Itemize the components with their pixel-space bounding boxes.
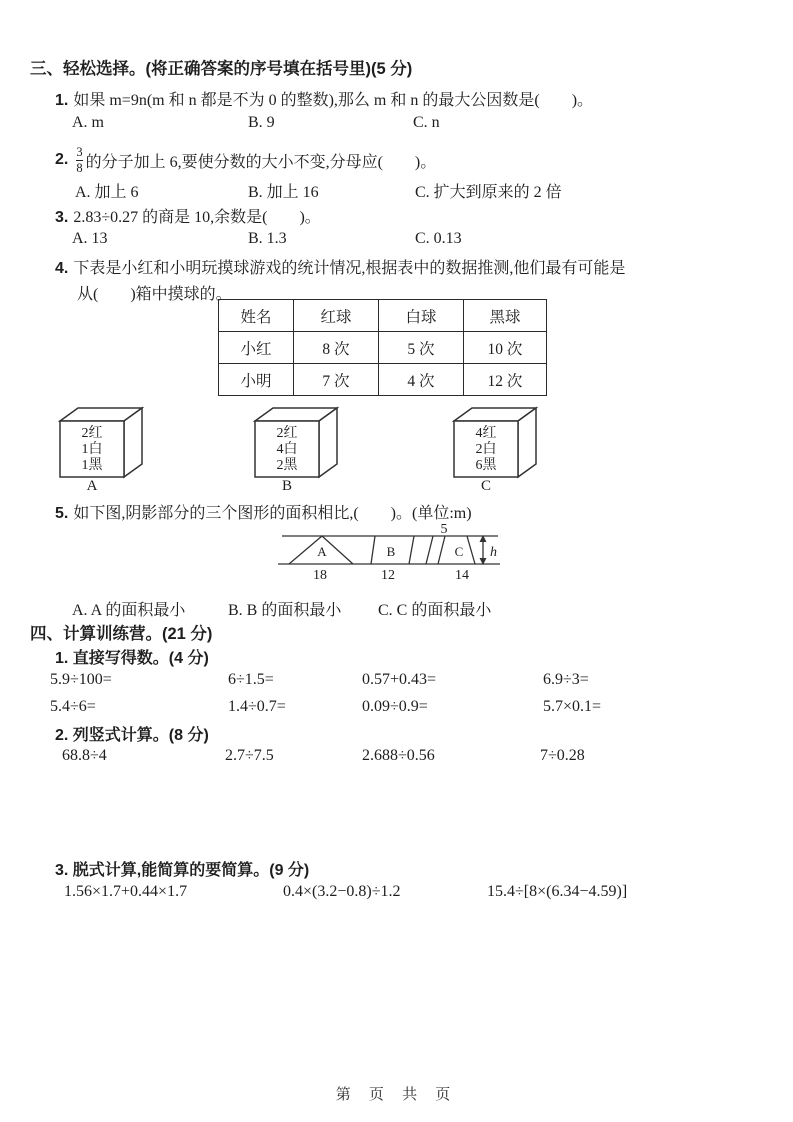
q3-option-a: A. 13 <box>72 230 108 247</box>
stepwise-calc-1: 1.56×1.7+0.44×1.7 <box>64 883 188 900</box>
question-4-line2: 从( )箱中摸球的。 <box>77 286 232 303</box>
fraction-numerator: 3 <box>76 144 83 159</box>
box-c-line1: 4红 <box>475 426 497 441</box>
table-row-xiaoming <box>219 364 547 396</box>
table-header-black: 黑球 <box>464 300 547 332</box>
box-b-line1: 2红 <box>276 426 298 441</box>
table-cell: 小明 <box>219 364 294 396</box>
mental-calc-1: 5.9÷100= <box>50 671 112 688</box>
question-4-text-line1: 下表是小红和小明玩摸球游戏的统计情况,根据表中的数据推测,他们最有可能是 <box>73 260 626 277</box>
question-4-line1 <box>55 255 625 278</box>
question-3-text: 2.83÷0.27 的商是 10,余数是( )。 <box>73 209 321 226</box>
base-18-label: 18 <box>313 568 327 583</box>
column-calc-3: 2.688÷0.56 <box>362 747 435 764</box>
q5-option-b: B. B 的面积最小 <box>228 602 342 619</box>
mental-calc-8: 5.7×0.1= <box>543 698 602 715</box>
table-cell: 10 次 <box>464 332 547 364</box>
column-calc-4: 7÷0.28 <box>540 747 585 764</box>
cube-right-face <box>518 408 536 477</box>
table-cell: 7 次 <box>294 364 379 396</box>
fraction-denominator: 8 <box>76 161 83 175</box>
q3-option-c: C. 0.13 <box>415 230 462 247</box>
top-base-label: 5 <box>440 523 448 537</box>
mental-calc-5: 5.4÷6= <box>50 698 96 715</box>
q1-option-b: B. 9 <box>248 114 275 131</box>
box-a-label: A <box>86 478 98 494</box>
section4-sub2-title: 2. 列竖式计算。(8 分) <box>55 727 209 744</box>
page-footer: 第 页 共 页 <box>335 1086 458 1103</box>
question-2-text: 的分子加上 6,要使分数的大小不变,分母应( )。 <box>85 153 437 171</box>
ball-statistics-table <box>218 299 547 396</box>
question-3 <box>55 204 321 227</box>
question-1-text: 如果 m=9n(m 和 n 都是不为 0 的整数),那么 m 和 n 的最大公因数是( )。 <box>73 92 594 109</box>
q2-option-b: B. 加上 16 <box>248 184 319 201</box>
column-calc-2: 2.7÷7.5 <box>225 747 274 764</box>
box-c-line2: 2白 <box>475 442 497 457</box>
box-c-line3: 6黑 <box>475 458 497 473</box>
mental-calc-4: 6.9÷3= <box>543 671 589 688</box>
base-12-label: 12 <box>381 568 395 583</box>
table-row-xiaohong <box>219 332 547 364</box>
box-c-label: C <box>480 478 491 494</box>
section4-sub3-title: 3. 脱式计算,能简算的要简算。(9 分) <box>55 862 310 879</box>
box-b-line3: 2黑 <box>276 458 298 473</box>
question-1 <box>55 87 593 110</box>
mental-calc-2: 6÷1.5= <box>228 671 274 688</box>
question-5-number: 5. <box>55 505 69 522</box>
box-b-diagram <box>253 405 348 483</box>
mental-calc-3: 0.57+0.43= <box>362 671 437 688</box>
box-a-diagram <box>58 405 153 483</box>
section4-title: 四、计算训练营。(21 分) <box>30 625 213 643</box>
question-2 <box>55 141 436 179</box>
table-cell: 8 次 <box>294 332 379 364</box>
q5-option-c: C. C 的面积最小 <box>378 602 492 619</box>
parallelogram-b-left-side <box>371 536 375 564</box>
table-cell: 12 次 <box>464 364 547 396</box>
box-a-line2: 1白 <box>81 442 103 457</box>
base-14-label: 14 <box>455 568 469 583</box>
section4-sub1-title: 1. 直接写得数。(4 分) <box>55 650 209 667</box>
q3-option-b: B. 1.3 <box>248 230 287 247</box>
question-4-number: 4. <box>55 260 69 277</box>
parallelogram-b-right-side <box>409 536 414 564</box>
question-5 <box>55 500 472 523</box>
stepwise-calc-2: 0.4×(3.2−0.8)÷1.2 <box>283 883 401 900</box>
cube-right-face <box>124 408 142 477</box>
box-b-line2: 4白 <box>276 442 298 457</box>
question-5-text: 如下图,阴影部分的三个图形的面积相比,( )。(单位:m) <box>73 505 472 522</box>
question-1-number: 1. <box>55 92 69 109</box>
table-header-name: 姓名 <box>219 300 294 332</box>
trapezoid-c-right-side <box>467 536 475 564</box>
question-2-number: 2. <box>55 151 69 168</box>
box-c-diagram <box>452 405 547 483</box>
section3-title: 三、轻松选择。(将正确答案的序号填在括号里)(5 分) <box>30 60 413 78</box>
question-3-number: 3. <box>55 209 69 226</box>
q2-option-a: A. 加上 6 <box>75 184 139 201</box>
shape-a-label: A <box>317 544 327 559</box>
fraction-three-eighths <box>76 146 82 175</box>
q1-option-c: C. n <box>413 114 440 131</box>
shape-b-label: B <box>386 544 396 559</box>
table-header-white: 白球 <box>379 300 464 332</box>
stepwise-calc-3: 15.4÷[8×(6.34−4.59)] <box>487 883 628 900</box>
table-cell: 4 次 <box>379 364 464 396</box>
column-calc-1: 68.8÷4 <box>62 747 107 764</box>
box-a-line3: 1黑 <box>81 458 103 473</box>
mental-calc-7: 0.09÷0.9= <box>362 698 428 715</box>
table-cell: 5 次 <box>379 332 464 364</box>
box-a-line1: 2红 <box>81 426 103 441</box>
slanted-line <box>426 536 433 564</box>
mental-calc-6: 1.4÷0.7= <box>228 698 286 715</box>
table-header-row <box>219 300 547 332</box>
cube-right-face <box>319 408 337 477</box>
box-b-label: B <box>281 478 292 494</box>
q5-option-a: A. A 的面积最小 <box>72 602 186 619</box>
trapezoid-c-left-side <box>438 536 445 564</box>
table-header-red: 红球 <box>294 300 379 332</box>
table-cell: 小红 <box>219 332 294 364</box>
shape-c-label: C <box>454 544 464 559</box>
height-h-label: h <box>490 545 497 560</box>
q1-option-a: A. m <box>72 114 104 131</box>
q2-option-c: C. 扩大到原来的 2 倍 <box>415 184 562 201</box>
area-comparison-figure <box>276 523 516 585</box>
